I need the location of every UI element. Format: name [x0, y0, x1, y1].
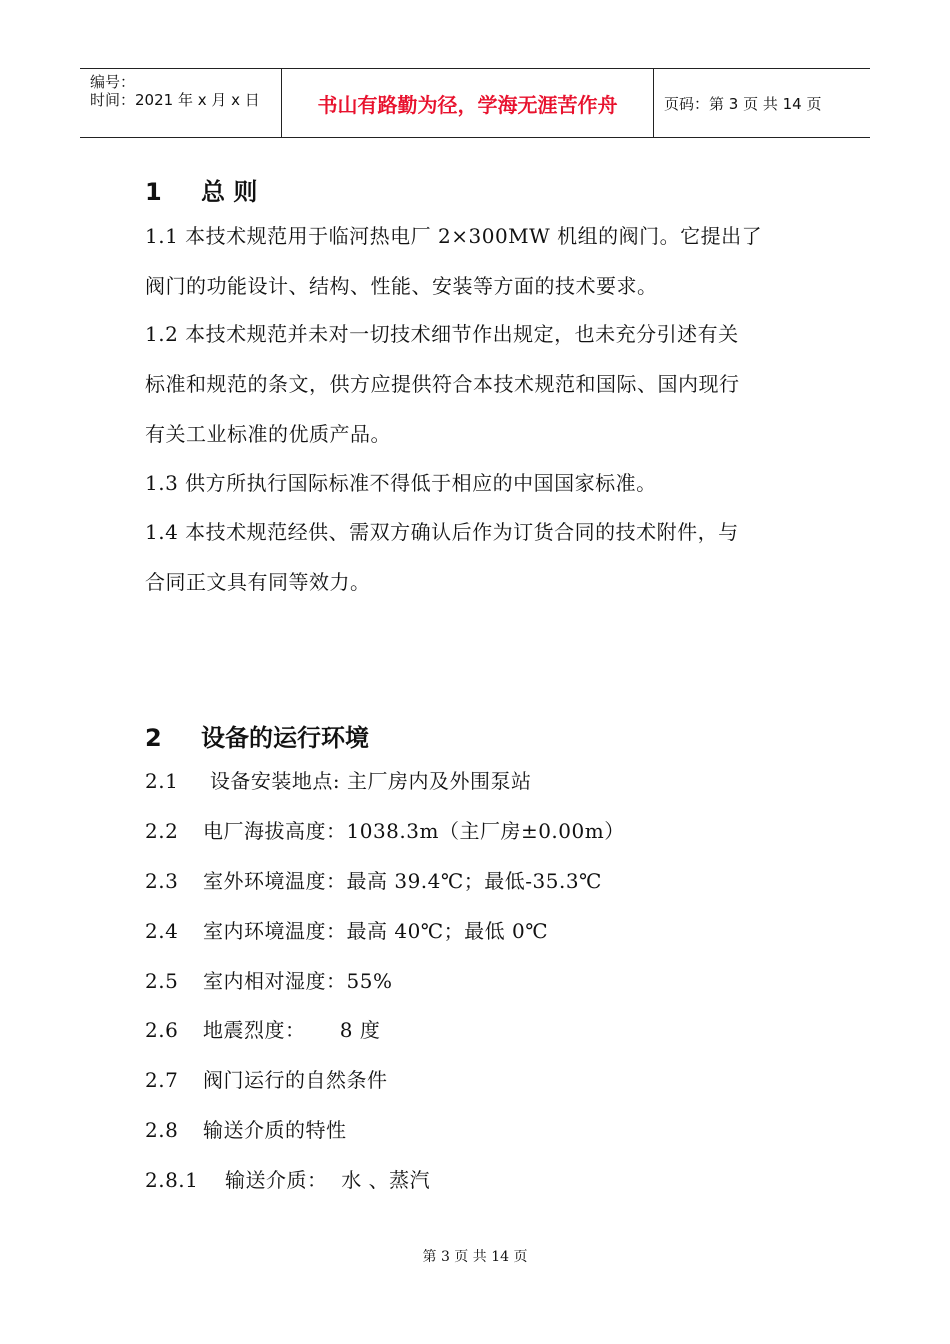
list-item	[145, 819, 625, 843]
list-item	[145, 919, 548, 943]
section-2-number: 2	[145, 724, 162, 752]
header-number-label: 编号：	[90, 73, 136, 91]
item-number: 2.3	[145, 869, 179, 893]
header-page-info: 页码：第 3 页 共 14 页	[664, 94, 822, 113]
item-text: 阀门运行的自然条件	[203, 1068, 388, 1092]
header-time-label: 时间：2021 年 x 月 x 日	[90, 91, 260, 109]
section-1-title: 总 则	[201, 178, 258, 206]
paragraph-line: 1.3 供方所执行国际标准不得低于相应的中国国家标准。	[145, 471, 657, 495]
item-number: 2.7	[145, 1068, 179, 1092]
paragraph-1-1	[145, 211, 815, 311]
item-text: 地震烈度： 8 度	[203, 1018, 381, 1042]
item-number: 2.1	[145, 769, 179, 793]
item-text: 室内环境温度：最高 40℃；最低 0℃	[203, 919, 549, 943]
section-2-title: 设备的运行环境	[201, 724, 369, 752]
page-footer: 第 3 页 共 14 页	[422, 1249, 528, 1265]
paragraph-line: 1.4 本技术规范经供、需双方确认后作为订货合同的技术附件，与	[145, 520, 739, 544]
item-text: 输送介质： 水 、蒸汽	[225, 1168, 431, 1192]
paragraph-line: 阀门的功能设计、结构、性能、安装等方面的技术要求。	[145, 274, 658, 298]
list-item	[145, 1068, 388, 1092]
list-item	[145, 1018, 380, 1042]
list-item	[145, 1168, 430, 1192]
list-item	[145, 769, 531, 793]
item-text: 室外环境温度：最高 39.4℃；最低-35.3℃	[203, 869, 602, 893]
section-2-heading	[145, 718, 369, 753]
paragraph-line: 标准和规范的条文，供方应提供符合本技术规范和国际、国内现行	[145, 372, 740, 396]
item-number: 2.5	[145, 969, 179, 993]
paragraph-line: 1.1 本技术规范用于临河热电厂 2×300MW 机组的阀门。它提出了	[145, 224, 763, 248]
paragraph-line: 有关工业标准的优质产品。	[145, 422, 391, 446]
item-text: 室内相对湿度：55%	[203, 969, 393, 993]
item-text: 输送介质的特性	[203, 1118, 347, 1142]
item-number: 2.8	[145, 1118, 179, 1142]
item-text: 电厂海拔高度：1038.3m（主厂房±0.00m）	[203, 819, 625, 843]
list-item	[145, 969, 392, 993]
section-1-heading	[145, 172, 257, 207]
paragraph-1-3	[145, 458, 815, 508]
item-number: 2.6	[145, 1018, 179, 1042]
item-number: 2.2	[145, 819, 179, 843]
header-meta	[80, 69, 282, 137]
item-text: 设备安装地点: 主厂房内及外围泵站	[203, 769, 532, 793]
item-number: 2.4	[145, 919, 179, 943]
section-1-number: 1	[145, 178, 162, 206]
header-motto: 书山有路勤为径，学海无涯苦作舟	[282, 69, 654, 137]
page-header	[80, 68, 870, 138]
item-number: 2.8.1	[145, 1168, 199, 1192]
paragraph-1-2	[145, 309, 815, 459]
paragraph-line: 合同正文具有同等效力。	[145, 570, 371, 594]
list-item	[145, 1118, 347, 1142]
paragraph-1-4	[145, 507, 815, 607]
paragraph-line: 1.2 本技术规范并未对一切技术细节作出规定，也未充分引述有关	[145, 322, 739, 346]
list-item	[145, 869, 602, 893]
